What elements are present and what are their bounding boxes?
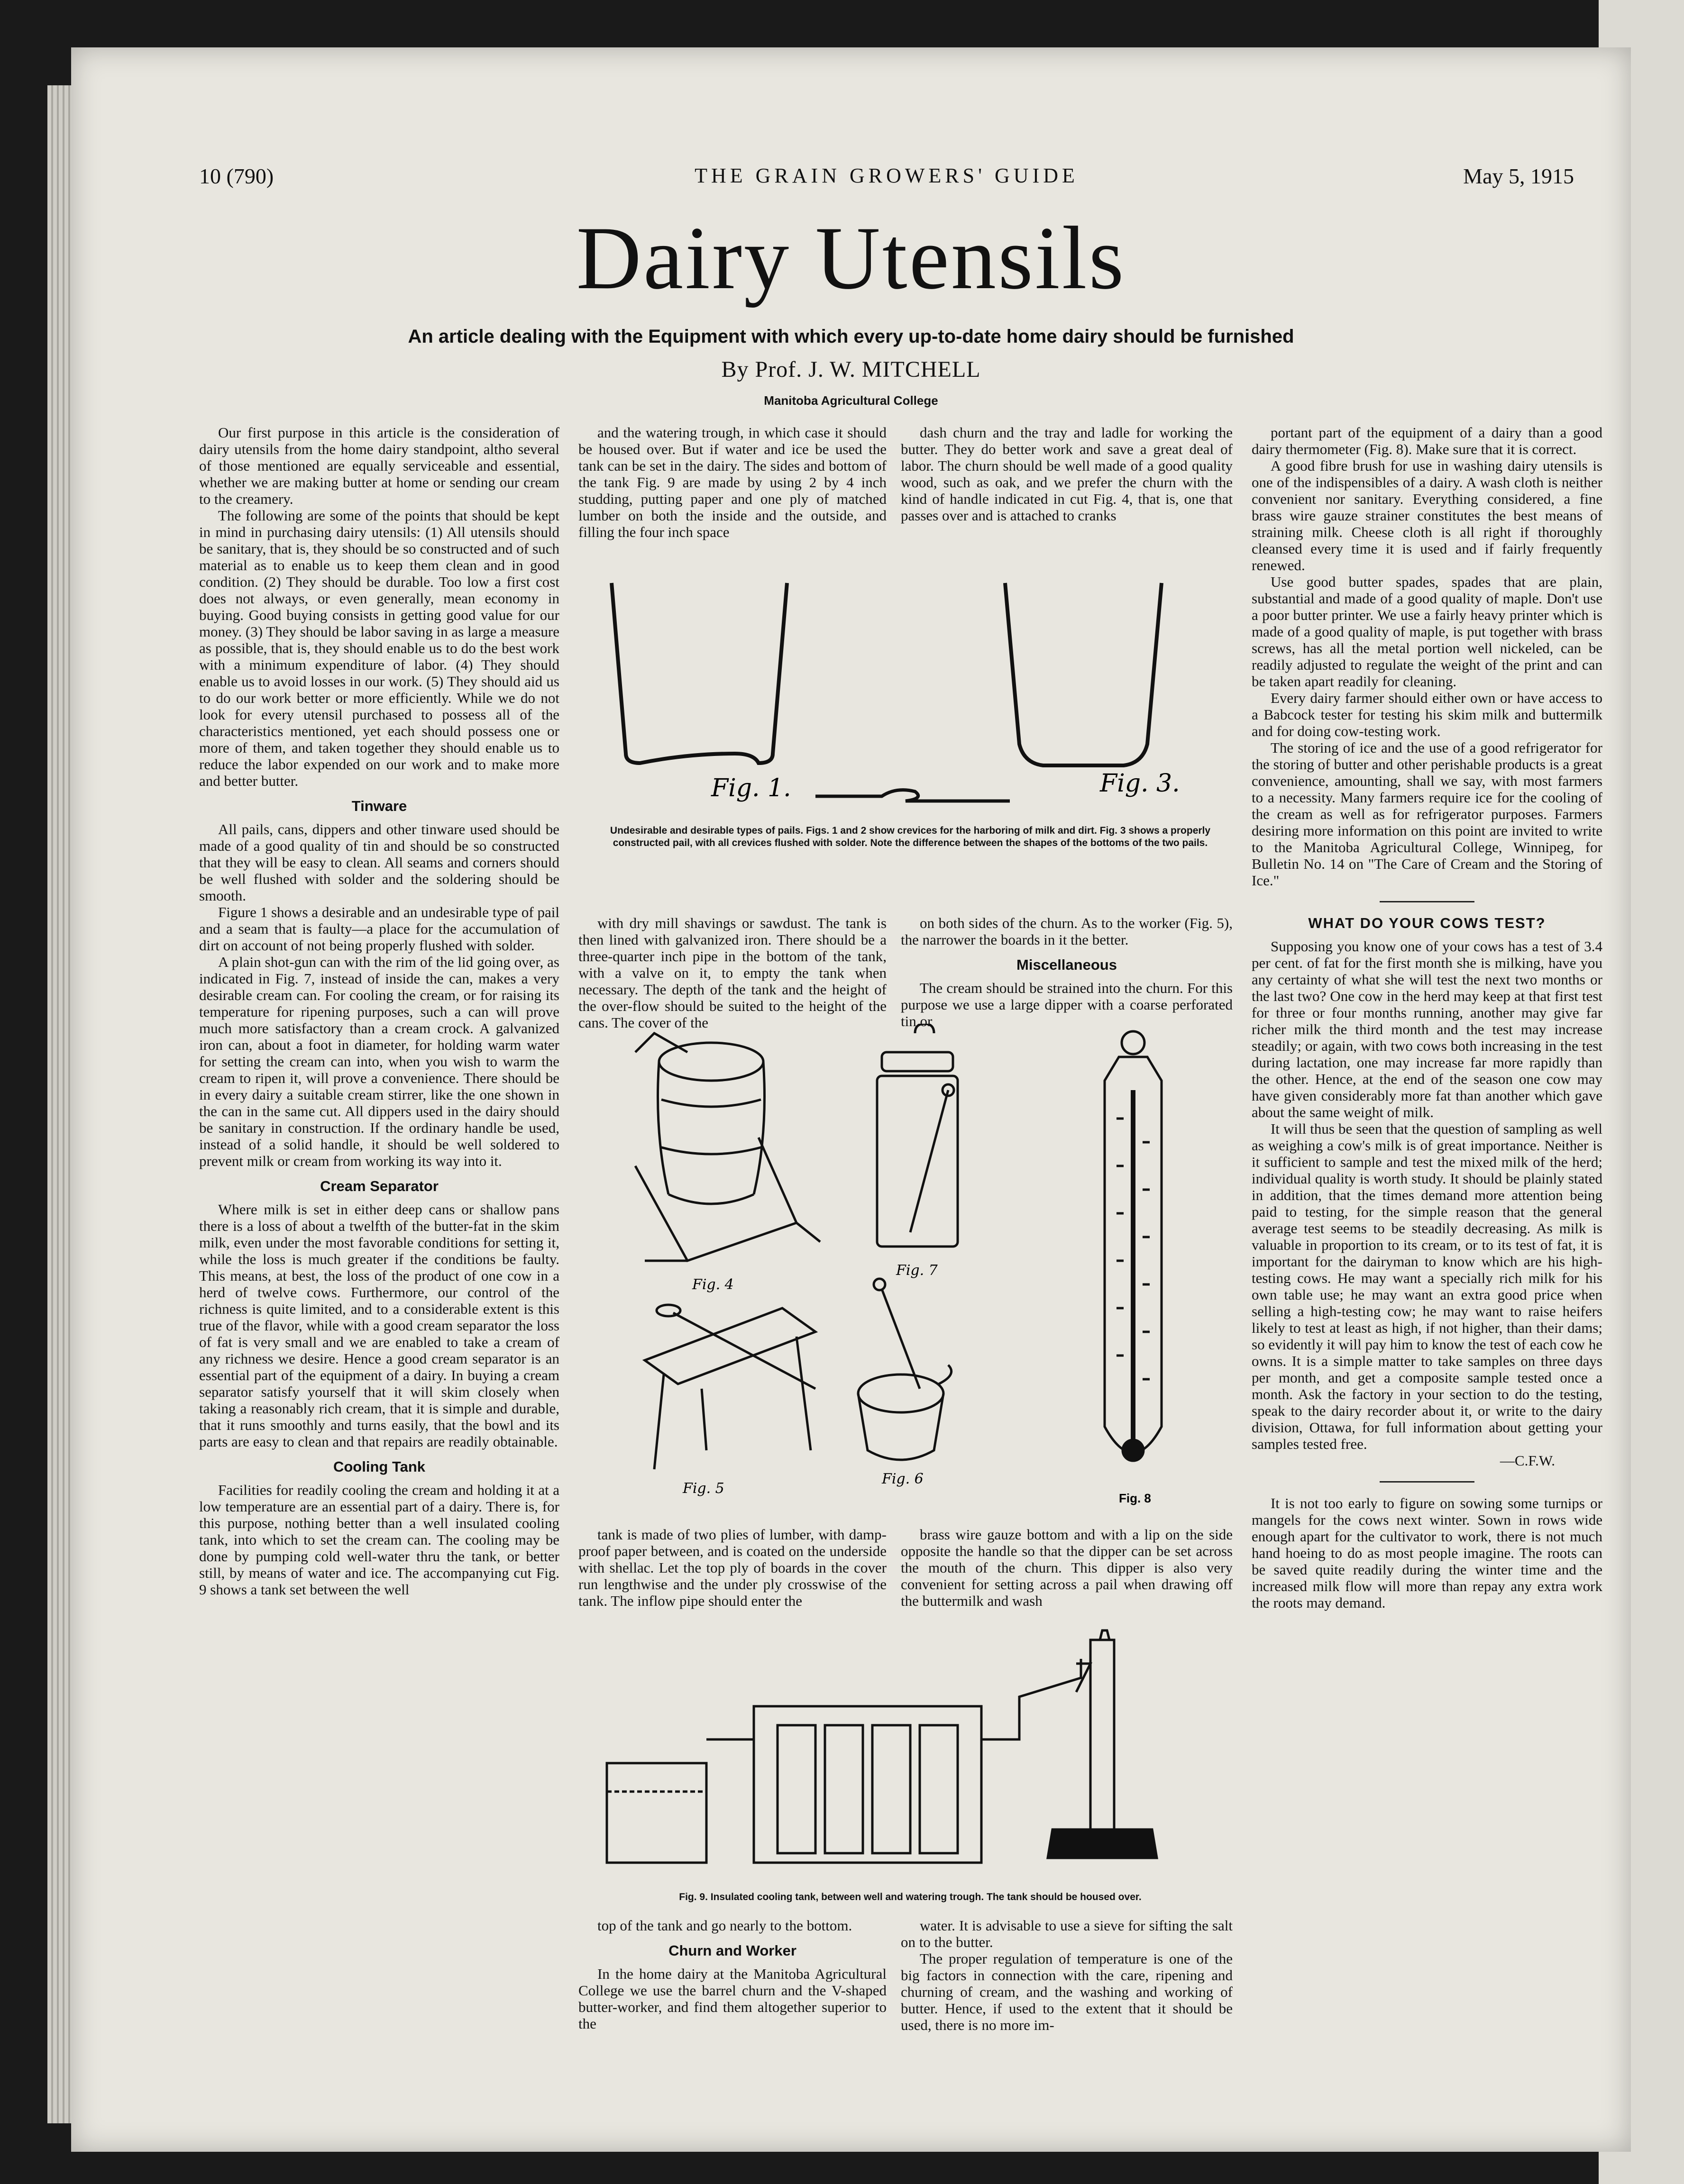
- paragraph: The following are some of the points that should be kept in mind in purchasing dairy utensils: (1) All utensils should be sanitary, that is, they should be so constructed and of such material as to enable us to keep them clean and in good condition. (2) They should be durable. Too low a first cost does not always, or even generally, mean economy in buying. Good buying consists in getting good value for our money. (3) They should be labor saving in as large a measure as possible, that is, they should enable us to do the best work with a minimum expenditure of labor. (4) They should enable us to avoid losses in our work. (5) They should aid us to do our work better or more efficiently. While we do not look for every utensil purchased to possess all of the characteristics mentioned, yet each should possess one or more of them, and taken together they should enable us to reduce the labor expended on our work and to make more and better butter.: [199, 507, 559, 789]
- fig-4-label: Fig. 4: [692, 1276, 734, 1293]
- article-subtitle: An article dealing with the Equipment with which every up-to-date home dairy should be furnished: [408, 326, 1294, 347]
- fig-5-label: Fig. 5: [683, 1480, 724, 1497]
- paragraph: water. It is advisable to use a sieve for sifting the salt on to the butter.: [901, 1917, 1233, 1950]
- paragraph: Supposing you know one of your cows has a test of 3.4 per cent. of fat for the first month she is milking, have you any certainty of what she will test the next two months or the last two? One cow in the herd may keep at that first test for three or four months running, another may give far richer milk the third month and the test may increase steadily; or again, with two cows both increasing in the test during lactation, one may increase far more rapidly than the other. Hence, at the end of the season one cow may have given considerably more fat than another which gave about the same weight of milk.: [1252, 938, 1602, 1120]
- paragraph: portant part of the equipment of a dairy than a good dairy thermometer (Fig. 8). Make sure that it is correct.: [1252, 424, 1602, 457]
- fig-6-label: Fig. 6: [882, 1471, 924, 1487]
- page-number: 10 (790): [199, 164, 274, 188]
- paragraph: with dry mill shavings or sawdust. The tank is then lined with galvanized iron. There should be a three-quarter inch pipe in the bottom of the tank, with a valve on it, to empty the tank when necessary. The depth of the tank and the height of the over-flow should be suited to the height of the cans. The cover of the: [578, 915, 887, 1031]
- cream-can-illustration: [877, 1024, 958, 1247]
- dipper-illustration: [858, 1279, 952, 1460]
- section-heading-tinware: Tinware: [351, 798, 407, 814]
- section-divider: [1380, 1481, 1474, 1483]
- signature: —C.F.W.: [1500, 1452, 1555, 1469]
- column-3-mid: [901, 915, 1233, 1029]
- pail-diagram: [593, 555, 1237, 810]
- section-heading-cows: WHAT DO YOUR COWS TEST?: [1308, 915, 1546, 931]
- caption-cooling-tank: Fig. 9. Insulated cooling tank, between well and watering trough. The tank should be housed over.: [679, 1892, 1142, 1902]
- column-2-mid: [578, 915, 887, 1031]
- paragraph: A good fibre brush for use in washing dairy utensils is one of the indispensibles of a dairy. A wash cloth is neither convenient nor sanitary. Everything considered, a fine brass wire gauze strainer constitutes the best means of straining milk. Cheese cloth is all right if thoroughly cleansed every time it is used and if fairly frequently renewed.: [1252, 457, 1602, 573]
- fig-2-label: [896, 807, 976, 810]
- article-byline: By Prof. J. W. MITCHELL: [721, 357, 981, 382]
- paragraph: top of the tank and go nearly to the bottom.: [597, 1917, 852, 1934]
- paragraph: Our first purpose in this article is the consideration of dairy utensils from the home dairy standpoint, altho several of those mentioned are equally serviceable and essential, whether we are making butter at home or sending our cream to the creamery.: [199, 424, 559, 507]
- column-3-bottom: [901, 1917, 1233, 2033]
- barrel-churn-illustration: [635, 1033, 820, 1261]
- section-heading-churn: Churn and Worker: [668, 1942, 796, 1959]
- issue-date: May 5, 1915: [1463, 164, 1574, 188]
- paragraph: tank is made of two plies of lumber, with damp-proof paper between, and is coated on the underside with shellac. Let the top ply of boards in the cover run lengthwise and the under ply crosswise of the tank. The inflow pipe should enter the: [578, 1526, 887, 1609]
- column-2-bottom: [578, 1917, 887, 2032]
- cooling-tank-illustration: [607, 1630, 1157, 1863]
- fig-8-label: Fig. 8: [1119, 1491, 1151, 1505]
- column-3-low: [901, 1526, 1233, 1609]
- paragraph: All pails, cans, dippers and other tinware used should be made of a good quality of tin and should be so constructed that they will be easy to clean. All seams and corners should be well flushed with solder and the soldering should be smooth.: [199, 821, 559, 904]
- paragraph: brass wire gauze bottom and with a lip on the side opposite the handle so that the dipper can be set across the mouth of the churn. This dipper is also very convenient for setting across a pail when drawing off the buttermilk and wash: [901, 1526, 1233, 1609]
- paragraph: Figure 1 shows a desirable and an undesirable type of pail and a seam that is faulty—a place for the accumulation of dirt on account of not being properly flushed with solder.: [199, 904, 559, 954]
- paragraph: Where milk is set in either deep cans or shallow pans there is a loss of about a twelfth of the butter-fat in the skim milk, even under the most favorable conditions for setting it, while the loss is much greater if the conditions be faulty. This means, at best, the loss of the product of one cow in a herd of twelve cows. Furthermore, our control of the richness is quite limited, and to a considerable extent is this true of the flavor, while with a good cream separator the loss of fat is very small and we are enabled to take a cream of any richness we desire. Hence a good cream separator is an essential part of the equipment of a dairy. In buying a cream separator satisfy yourself that it will skim closely when taking a reasonably rich cream, that it is simple and durable, that it runs smoothly and turns easily, that the bowl and its parts are easy to clean and that repairs are readily obtainable.: [199, 1201, 559, 1450]
- butter-worker-illustration: [645, 1305, 815, 1469]
- author-affiliation: Manitoba Agricultural College: [764, 393, 938, 408]
- paragraph: dash churn and the tray and ladle for working the butter. They do better work and save a great deal of labor. The churn should be well made of a good quality wood, such as oak, and we prefer the churn with the kind of handle indicated in cut Fig. 4, that is, one that passes over and is attached to cranks: [901, 424, 1233, 524]
- section-heading-separator: Cream Separator: [320, 1178, 439, 1194]
- section-heading-cooling: Cooling Tank: [333, 1458, 426, 1475]
- paragraph: The storing of ice and the use of a good refrigerator for the storing of butter and other perishable products is a great convenience, amounting, shall we say, with most farmers to a necessity. Many farmers require ice for the cooling of the cream as well as for refrigerator purposes. Farmers desiring more information on this point are invited to write to the Manitoba Agricultural College, Winnipeg, for Bulletin No. 14 on "The Care of Cream and the Storing of Ice.": [1252, 739, 1602, 889]
- fig-1-label: Fig. 1.: [711, 774, 791, 802]
- figure-cooling-tank: [578, 1621, 1242, 1886]
- paragraph: Facilities for readily cooling the cream and holding it at a low temperature are an essential part of a dairy. There is, for this purpose, nothing better than a well insulated cooling tank, into which to set the cream can. The cooling may be done by pumping cold well-water thru the tank, or better still, by means of water and ice. The accompanying cut Fig. 9 shows a tank set between the well: [199, 1482, 559, 1598]
- caption-pails: Undesirable and desirable types of pails. Figs. 1 and 2 show crevices for the harboring of milk and dirt. Fig. 3 shows a properly constructed pail, with all crevices flushed with solder. Note the difference between the shapes of the bottoms of the two pails.: [610, 825, 1211, 848]
- article-title: Dairy Utensils: [576, 209, 1126, 308]
- section-divider: [1380, 901, 1474, 902]
- running-header: [199, 164, 1574, 197]
- paragraph: A plain shot-gun can with the rim of the lid going over, as indicated in Fig. 7, instead of inside the can, makes a very desirable cream can. For cooling the cream, or for raising its temperature for ripening purposes, such a can will prove much more satisfactory than a cream crock. A galvanized iron can, about a foot in diameter, for holding warm water for setting the cream can into, when you wish to warm the cream to ripen it, will prove a convenience. There should be in every dairy a suitable cream stirrer, like the one shown in the can in the same cut. All dippers used in the dairy should be sanitary in construction. If the ordinary handle be used, instead of a solid handle, it should be well soldered to prevent milk or cream from working its way into it.: [199, 954, 559, 1169]
- section-heading-misc: Miscellaneous: [1016, 956, 1117, 973]
- paragraph: It will thus be seen that the question of sampling as well as weighing a cow's milk is of great importance. Neither is it sufficient to sample and test the mixed milk of the herd; individual quality is worth study. It should be plainly stated in addition, that the times demand more attention being paid to testing, for the simple reason that the general average test seems to be steadily decreasing. As milk is valuable in proportion to its cream, or to its test of fat, it is important for the dairyman to know which are his high-testing cows. He may want a specially rich milk for his own table use; he may want an extra good price when selling a high-testing cow; he may want to raise heifers likely to test at least as high, if not higher, than their dams; so evidently it will pay him to know the test of each cow he owns. It is a simple matter to take samples on three days per month, and get a composite sample tested once a month. Ask the factory in your section to do the testing, speak to the dairy recorder about it, or write to the dairy division, Ottawa, for full information about getting your samples tested free.: [1252, 1120, 1602, 1452]
- figure-pails: [593, 555, 1237, 810]
- figure-utensils: [616, 1024, 1242, 1507]
- paragraph: on both sides of the churn. As to the worker (Fig. 5), the narrower the boards in it the better.: [901, 915, 1233, 948]
- paragraph: In the home dairy at the Manitoba Agricultural College we use the barrel churn and the V-shaped butter-worker, and find them altogether superior to the: [578, 1966, 887, 2032]
- column-2-top: [578, 424, 887, 540]
- paragraph: The proper regulation of temperature is one of the big factors in connection with the care, ripening and churning of cream, and the washing and working of butter. Hence, if used to the extent that it should be used, there is no more im-: [901, 1950, 1233, 2033]
- publication-name: THE GRAIN GROWERS' GUIDE: [695, 164, 1079, 187]
- paragraph: Use good butter spades, spades that are plain, substantial and made of a good quality of maple. Don't use a poor butter printer. We use a fairly heavy printer which is made of a good quality of maple, is put together with brass screws, has all the metal portion well nickeled, can be readily adjusted to regulate the weight of the print and can be taken apart readily for cleaning.: [1252, 573, 1602, 690]
- column-3-top: [901, 424, 1233, 524]
- column-1: [199, 424, 559, 1598]
- paragraph: Every dairy farmer should either own or have access to a Babcock tester for testing his skim milk and buttermilk and for doing cow-testing work.: [1252, 690, 1602, 739]
- paragraph: It is not too early to figure on sowing some turnips or mangels for the cows next winter. Sown in rows wide enough apart for the cultivator to work, there is not much hand hoeing to do as most people imagine. The roots can be saved quite readily during the winter time and the increased milk flow will more than repay any extra work the roots may demand.: [1252, 1495, 1602, 1611]
- fig-3-label: Fig. 3.: [1100, 769, 1180, 798]
- paragraph: and the watering trough, in which case it should be housed over. But if water and ice be used the tank can be set in the dairy. The sides and bottom of the tank Fig. 9 are made by using 2 by 4 inch studding, putting paper and one ply of matched lumber on both the inside and the outside, and filling the four inch space: [578, 424, 887, 540]
- paragraph: The cream should be strained into the churn. For this purpose we use a large dipper with a coarse perforated tin or: [901, 980, 1233, 1029]
- fig-7-label: Fig. 7: [896, 1262, 938, 1279]
- column-4: [1252, 424, 1602, 1611]
- column-2-low: [578, 1526, 887, 1609]
- newspaper-page: [71, 47, 1631, 2152]
- thermometer-illustration: [1105, 1031, 1162, 1461]
